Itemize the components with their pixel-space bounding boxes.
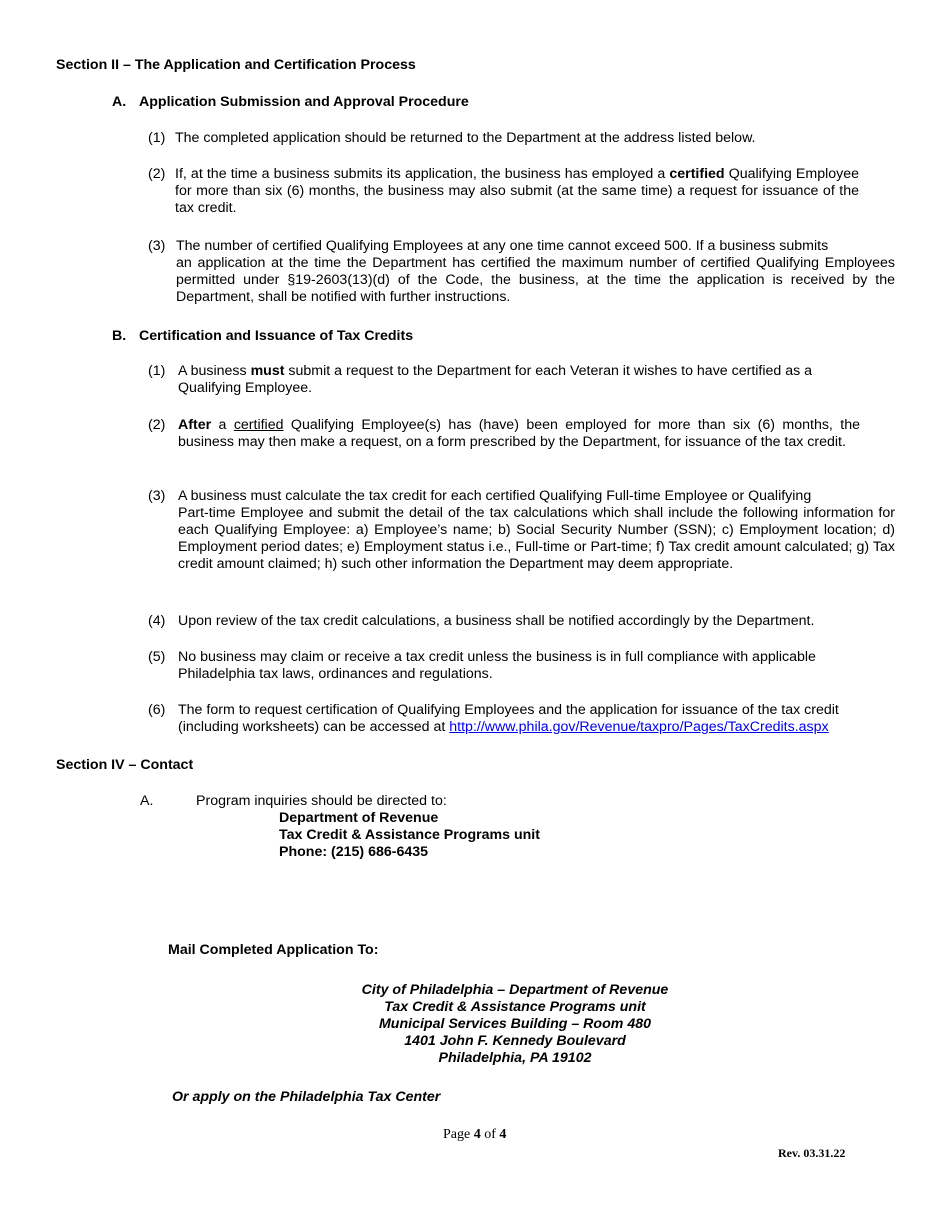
b-item-3-number: (3): [148, 488, 166, 504]
b-item-1-number: (1): [148, 363, 166, 379]
apply-online-note: Or apply on the Philadelphia Tax Center: [172, 1089, 441, 1105]
contact-unit: Tax Credit & Assistance Programs unit: [279, 827, 540, 843]
mail-address-line: City of Philadelphia – Department of Revenue: [361, 982, 669, 998]
a-item-2-number: (2): [148, 166, 166, 182]
a-item-3-first-line: The number of certified Qualifying Employees at any one time cannot exceed 500. If a business submits: [176, 238, 829, 254]
b-item-6-number: (6): [148, 702, 166, 718]
subsection-a-heading: Application Submission and Approval Procedure: [139, 94, 469, 110]
subsection-b-label: B.: [112, 328, 127, 344]
b-item-5-number: (5): [148, 649, 166, 665]
a-item-3-text: an application at the time the Department has certified the maximum number of certified Qualifying Employees permitted under §19-2603(13)(d) of the Code, the business, at the time the application is received by the Department, shall be notified with further instructions.: [176, 255, 895, 305]
b-item-6-text: The form to request certification of Qualifying Employees and the application for issuance of the tax credit (including worksheets) can be accessed at http://www.phila.gov/Revenue/taxpro/Pages/TaxCredits.aspx: [178, 702, 839, 735]
contact-a-label: A.: [140, 793, 154, 809]
subsection-b-heading: Certification and Issuance of Tax Credits: [139, 328, 414, 344]
mail-address-line: 1401 John F. Kennedy Boulevard: [404, 1033, 626, 1049]
b-item-3-first-line: A business must calculate the tax credit for each certified Qualifying Full-time Employee or Qualifying: [178, 488, 812, 504]
a-item-3-number: (3): [148, 238, 166, 254]
page-number: Page 4 of 4: [443, 1127, 507, 1142]
subsection-a-label: A.: [112, 94, 127, 110]
a-item-1-number: (1): [148, 130, 166, 146]
a-item-2-text: If, at the time a business submits its application, the business has employed a certified Qualifying Employee for more than six (6) months, the business may also submit (at the same time) a request for issuance of the tax credit.: [175, 166, 859, 216]
section-4-heading: Section IV – Contact: [56, 757, 194, 773]
contact-phone: Phone: (215) 686-6435: [279, 844, 429, 860]
mail-heading: Mail Completed Application To:: [168, 942, 379, 958]
contact-intro: Program inquiries should be directed to:: [196, 793, 447, 809]
b-item-3-text: Part-time Employee and submit the detail of the tax calculations which shall include the following information for each Qualifying Employee: a) Employee’s name; b) Social Security Number (SSN); c) Employment location; d) Employment period dates; e) Employment status i.e., Full-time or Part-time; f) Tax credit amount calculated; g) Tax credit amount claimed; h) such other information the Department may deem appropriate.: [178, 505, 895, 572]
revision-date: Rev. 03.31.22: [778, 1146, 846, 1160]
b-item-2-text: After a certified Qualifying Employee(s) has (have) been employed for more than six (6) months, the business may then make a request, on a form prescribed by the Department, for issuance of the tax credit.: [178, 417, 860, 450]
b-item-2-number: (2): [148, 417, 166, 433]
mail-address-line: Municipal Services Building – Room 480: [378, 1016, 651, 1032]
b-item-4-number: (4): [148, 613, 166, 629]
b-item-4-text: Upon review of the tax credit calculations, a business shall be notified accordingly by the Department.: [178, 613, 815, 629]
a-item-1-text: The completed application should be returned to the Department at the address listed below.: [175, 130, 756, 146]
section-2-heading: Section II – The Application and Certification Process: [56, 57, 416, 73]
tax-credits-link[interactable]: http://www.phila.gov/Revenue/taxpro/Pages/TaxCredits.aspx: [449, 719, 829, 735]
b-item-5-text: No business may claim or receive a tax credit unless the business is in full compliance with applicable Philadelphia tax laws, ordinances and regulations.: [178, 649, 816, 682]
b-item-1-text: A business must submit a request to the Department for each Veteran it wishes to have certified as a Qualifying Employee.: [178, 363, 813, 396]
mail-address-line: Tax Credit & Assistance Programs unit: [384, 999, 646, 1015]
mail-address-line: Philadelphia, PA 19102: [438, 1050, 592, 1066]
contact-department: Department of Revenue: [279, 810, 439, 826]
